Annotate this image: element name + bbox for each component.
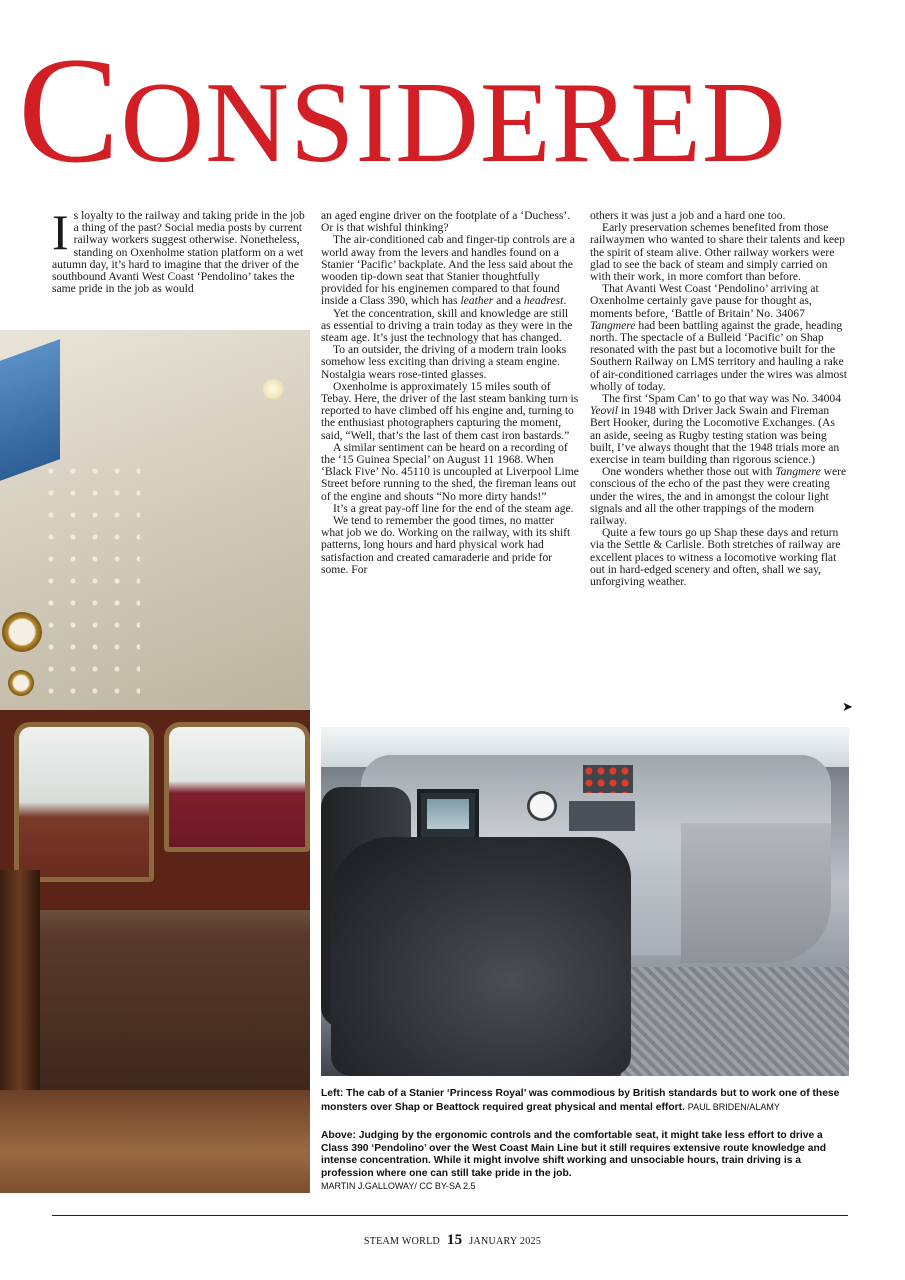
article-column-2 <box>321 210 579 576</box>
paragraph: A similar sentiment can be heard on a recording of the ‘15 Guinea Special’ on August 11 1968. When ‘Black Five’ No. 45110 is uncoupled at Liverpool Lime Street before running to the shed, the fireman leans out of the engine and shouts “No more dirty hands!” <box>321 440 579 503</box>
control-panel <box>569 801 635 831</box>
pendolino-cab-photo <box>321 727 849 1076</box>
cab-window-left <box>14 722 154 882</box>
cab-window-right <box>164 722 310 852</box>
rivets <box>40 460 140 720</box>
headline <box>18 40 888 180</box>
caption-text: Above: Judging by the ergonomic controls and the comfortable seat, it might take less effort to drive a Class 390 ‘Pendolino’ over the West Coast Main Line but it still requires extensive route knowledge and intense concentration. While it might involve shift working and unsociable hours, train driving is a profession where one can still take pride in the job. <box>321 1130 827 1179</box>
driver-seat <box>331 837 631 1076</box>
pressure-gauge-small-icon <box>8 670 34 696</box>
issue-date: JANUARY 2025 <box>469 1236 542 1247</box>
cab-floor <box>621 967 849 1076</box>
paragraph: Oxenholme is approximately 15 miles south of Tebay. Here, the driver of the last steam banking turn is reported to have climbed off his engine and, turning to the enthusiast photographers capturing the moment, said, “Well, that’s the last of them cast iron bastards.” <box>321 379 579 442</box>
caption-text: Left: The cab of a Stanier ‘Princess Royal’ was commodious by British standards but to work one of these monsters over Shap or Beattock required great physical and mental effort. <box>321 1088 840 1113</box>
indicator-lights <box>583 765 633 793</box>
paragraph: That Avanti West Coast ‘Pendolino’ arriving at Oxenholme certainly gave pause for thought as, moments before, ‘Battle of Britain’ No. 34067 Tangmere had been battling against the grade, heading north. The spectacle of a Bulleid ‘Pacific’ on Shap resonated with the past but a locomotive built for the Southern Railway on LMS territory and hauling a rake of air-conditioned carriages under the wires was almost wholly of today. <box>590 282 847 393</box>
paragraph: Quite a few tours go up Shap these days and return via the Settle & Carlisle. Both stretches of railway are excellent places to witness a locomotive working flat out in hard-edged scenery and often, shall we say, unforgiving weather. <box>590 526 841 589</box>
cab-lamp <box>262 378 284 400</box>
paragraph: Early preservation schemes benefited from those railwaymen who wanted to share their talents and keep the spirit of steam alive. Other railway workers were glad to see the back of steam and simply carried on with their work, in more comfort than before. <box>590 221 845 284</box>
paragraph: others it was just a job and a hard one too. <box>590 209 786 222</box>
page-number: 15 <box>446 1232 463 1248</box>
paragraph: To an outsider, the driving of a modern train looks somehow less exciting than driving a steam engine. Nostalgia wears rose-tinted glasses. <box>321 343 567 381</box>
paragraph: an aged engine driver on the footplate of a ‘Duchess’. Or is that wishful thinking? <box>321 209 571 235</box>
footplate-floor <box>0 1090 310 1193</box>
paragraph: The first ‘Spam Can’ to go that way was No. 34004 Yeovil in 1948 with Driver Jack Swain and Fireman Bert Hooker, during the Locomotive Exchanges. (As an aside, seeing as Rugby testing station was being built, I’ve always thought that the 1948 trials more an exercise in team building than rigorous science.) <box>590 392 842 467</box>
photo-credit: MARTIN J.GALLOWAY/ CC BY-SA 2.5 <box>321 1181 476 1191</box>
footer-rule <box>52 1215 848 1216</box>
paragraph: Yet the concentration, skill and knowledge are still as essential to driving a train today as they were in the steam age. It’s just the technology that has changed. <box>321 306 573 345</box>
article-column-3 <box>590 210 848 588</box>
paragraph: One wonders whether those out with Tangmere were conscious of the echo of the past they were creating under the wires, the and in amongst the colour light signals and all the other trappings of the modern railway. <box>590 465 847 528</box>
paragraph: It’s a great pay-off line for the end of the steam age. <box>333 501 574 515</box>
continue-arrow-icon: ➤ <box>842 700 853 715</box>
article-column-1 <box>52 204 310 296</box>
headline-rest: ONSIDERED <box>120 59 787 180</box>
speedometer-icon <box>527 791 557 821</box>
opening-paragraph <box>52 204 310 296</box>
photo-credit: PAUL BRIDEN/ALAMY <box>687 1101 780 1112</box>
body-text: s loyalty to the railway and taking pride in the job a thing of the past? Social media posts by current railway workers suggest otherwise. Nonetheless, standing on Oxenholme station platform on a wet autumn day, it’s hard to imagine that the driver of the southbound Avanti West Coast ‘Pendolino’ takes the same pride in the job as would <box>52 209 305 296</box>
pressure-gauge-icon <box>2 612 42 652</box>
drop-cap: I <box>52 204 69 260</box>
paragraph: The air-conditioned cab and finger-tip controls are a world away from the levers and handles found on a Stanier ‘Pacific’ backplate. And the less said about the wooden tip-down seat that Stanier thoughtfully provided for his enginemen compared to that found inside a Class 390, which has leather and a headrest. <box>321 233 575 308</box>
caption-above <box>321 1130 849 1194</box>
side-console <box>681 823 831 963</box>
paragraph: We tend to remember the good times, no matter what job we do. Working on the railway, with its shift patterns, long hours and hard physical work had satisfaction and created camaraderie and pride for some. For <box>321 514 571 576</box>
headline-initial: C <box>18 40 121 180</box>
page-footer <box>0 1232 905 1249</box>
magazine-name: STEAM WORLD <box>363 1236 441 1247</box>
steam-cab-photo <box>0 330 310 1193</box>
caption-left <box>321 1088 849 1114</box>
